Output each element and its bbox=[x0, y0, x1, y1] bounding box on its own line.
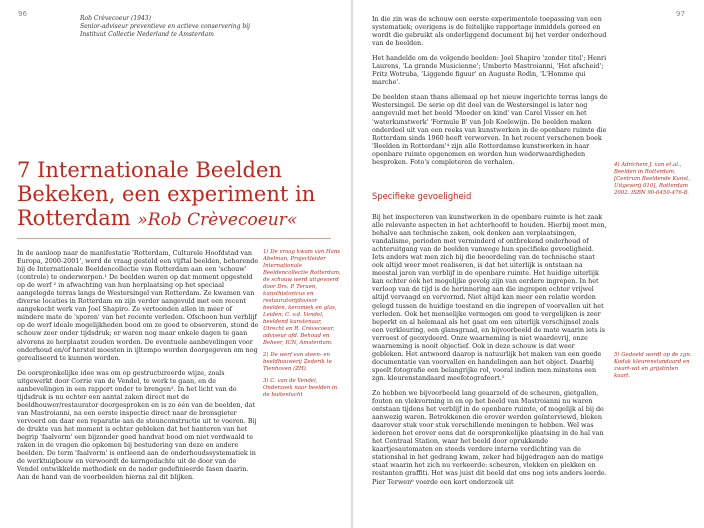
right-paragraph-4: Bij het inspecteren van kunstwerken in de openbare ruimte is het zaak alle relevante aspecten in het achterhoofd te houden. Hierbij moet men, behalve aan technische zaken, ook denken aan verplaatsingen, vandalisme, perioden met verminderd of ontbrekend onderhoud of achteruitgang van de beelden vanwege hun specifieke gevoeligheid. Iets anders wat men zich bij die beoordeling van de technische staat ook altijd weer moet realiseren, is dat het uiterlijk is ontstaan na meestal jaren van verblijf in de openbare ruimte. Het huidige uiterlijk kan echter óók het mogelijke gevolg zijn van eerdere ingrepen. In het verloop van de tijd is de herinnering aan die ingrepen echter vrijwel altijd vervaagd en vervormd. Niet altijd kan meer een relatie worden gelegd tussen de huidige toestand en die ingrepen of voorvallen uit het verleden. Ook het menselijke vermogen om goed te vergelijken is zeer beperkt en al helemaal als het gaat om een uiterlijk verschijnsel zoals een verkleuring, een glansgraad, en bijvoorbeeld de mate waarin iets is verroest of geoxydeerd. Onze waarneming is niet waardevrij, onze waarneming is nooit objectief. Ook in deze schouw is dat weer gebleken. Het antwoord daarop is natuurlijk het maken van een goede documentatie van voorvallen en handelingen aan het object. Daarbij speelt fotografie een belangrijke rol, vooral indien men minstens een zgn. kleurenstandaard meefotografeert.⁵ bbox=[372, 213, 607, 382]
right-body-bottom bbox=[372, 213, 608, 493]
title-rule bbox=[17, 238, 331, 239]
footnote-4: 4) Adrichem J. van et.al., Beelden in Rotterdam, [Centrum Beeldende Kunst, Uitgeverij 010], Rotterdam 2002. ISBN 90-6450-476-8. bbox=[614, 162, 690, 196]
chapter-number: 7 bbox=[17, 158, 31, 182]
footnote-4-block bbox=[614, 162, 694, 202]
title-line-2: Bekeken, een experiment in bbox=[17, 182, 316, 206]
right-paragraph-3: De beelden staan thans allemaal op het nieuw ingerichte terras langs de Westersingel. De serie op dit deel van de Westersingel is later nog aangevuld met het beeld 'Moeder en kind' van Carel Visser en het 'waterkunstwerk' 'Formule B' van Job Koelewijn. De beelden maken onderdeel uit van een reeks van kunstwerken in de openbare ruimte die Rotterdam sinds 1960 heeft verworven. In het recent verschenen boek 'Beelden in Rotterdam'⁴ zijn alle Rotterdamse kunstwerken in haar openbare ruimte opgenomen en worden hun wederwaardigheden besproken. Foto's completeren de verhalen. bbox=[372, 93, 608, 166]
left-paragraph-1: In de aanloop naar de manifestatie 'Rotterdam, Culturele Hoofdstad van Europa, 2000-2001', werd de vraag gesteld een vijftal beelden, behorende bij de Internationale Beeldencollectie van Rotterdam aan een 'schouw' (controle) te onderwerpen.¹ De beelden waren op dat moment opgesteld op de werf ² in afwachting van hun herplaatsing op het speciaal aangelegde terras langs de Westersingel van Rotterdam. Ze kwamen van diverse locaties in Rotterdam en zijn verder aangevuld met een recent aangekocht werk van Joel Shapiro. Ze vertoonden allen in meer of mindere mate de 'sporen' van het recente verleden. Ofschoon hun verblijf op de werf ideale mogelijkheden bood om ze goed te observeren, stond de schouw zeer onder tijdsdruk; er waren nog maar enkele dagen te gaan alvorens ze herplaatst zouden worden. De eventuele aanbevelingen voor onderhoud en/of herstel moesten in ijltempo worden doorgegeven om nog gerealiseerd te kunnen worden. bbox=[17, 249, 259, 362]
right-paragraph-1: In die zin was de schouw een eerste experimentele toepassing van een systematiek; overigens is de feitelijke rapportage inmiddels gereed en wordt die gebruikt als onderliggend document bij het verder onderhoud van de beelden. bbox=[372, 15, 607, 48]
left-footnotes bbox=[263, 249, 341, 404]
right-paragraph-5: Zo hebben we bijvoorbeeld lang geaarzeld of de scheuren, gietgallen, fouten en vlekvorming in en op het beeld van Mastroianni nu waren ontstaan tijdens het verblijf in de openbare ruimte, of mogelijk al bij de aanwezig waren. Betrokkenen die erover werden geïnterviewd, bleken daarover stuk voor stuk verschillende meningen te hebben. Wel was iedereen het erover eens dat de oorspronkelijke plaatsing in de hal van het Centraal Station, waar het beeld door oprukkende kaartjesautomaten en steeds verdere interne verdichting van de stationshal in het gedrang kwam, zeker had bijgedragen aan de matige staat waarin het zich nu verkeerde: scheuren, vlekken en plekken en restanten graffiti. Het was juist dit beeld dat ons nog iets anders leerde. Pier Terwen⁶ voerde een kort onderzoek uit bbox=[372, 388, 607, 486]
bio-role-line-2: Instituut Collectie Nederland te Amsterdam bbox=[80, 31, 214, 38]
footnote-2: 2) De werf van steen- en beeldhouwerij Zederik te Tienhoven (ZH). bbox=[263, 352, 332, 372]
page-number-right: 97 bbox=[676, 10, 685, 18]
book-gutter bbox=[351, 0, 353, 528]
footnote-5: 5) Gedoeld wordt op de zgn. Kodak kleurenstandaard en zwart-wit en grijstinten kaart. bbox=[614, 352, 692, 379]
chapter-title bbox=[17, 158, 335, 232]
left-paragraph-2: De oorspronkelijke idee was om op gestructureerde wijze, zoals uitgewerkt door Corrie van de Vendel, te werk te gaan, en de aanbevelingen in een rapport onder te brengen³. In het licht van de tijdsdruk is nu echter een aantal zaken direct met de beeldhouwer/restaurator doorgesproken en is zo één van de beelden, dat van Mastroianni, na een eerste inspectie direct naar de bronsgieter vervoerd om daar een reparatie aan de steunconstructie uit te voeren. Bij de drukte van het moment is echter gebleken dat het hanteren van het begrip 'faalvorm' een bijzonder goed handvat bood om niet verdwaald te raken in de vragen die opkomen bij bestudering van deze en andere beelden. De term 'faalvorm' is ontleend aan de onderhoudssystematiek in de werktuigbouw en verwoordt de kerngedachte uit de door van de Vendel ontwikkelde methodiek en de nader gedefinieerde fasen daarin. Aan de hand van de voorbeelden hierna zal dit blijken. bbox=[17, 368, 257, 482]
bio-role-line-1: Senior-adviseur preventieve en actieve conservering bij bbox=[80, 23, 251, 30]
footnote-5-block bbox=[614, 352, 694, 385]
page-number-left: 96 bbox=[18, 10, 27, 18]
title-author: »Rob Crèvecoeur« bbox=[137, 210, 298, 230]
title-line-1: Internationale Beelden bbox=[37, 158, 282, 182]
right-body-top bbox=[372, 15, 608, 173]
title-line-3: Rotterdam bbox=[17, 206, 131, 230]
footnote-3: 3) C. van de Vendel, Onderzoek naar beelden in de buitenlucht bbox=[263, 378, 338, 398]
right-paragraph-2: Het handelde om de volgende beelden: Joel Shapiro 'zonder titel'; Henri Laurens, 'La grande Musicienne'; Umberto Mastroianni, 'Het afscheid'; Fritz Wotruba, 'Liggende figuur' en Auguste Rodin, 'L'Homme qui marche'. bbox=[372, 54, 607, 87]
section-subheading: Specifieke gevoeligheid bbox=[372, 191, 472, 201]
author-bio bbox=[80, 15, 280, 39]
left-body-text bbox=[17, 249, 260, 488]
footnote-1: 1) De vraag kwam van Hans Abelman, Projectleider Internationale Beeldencollectie Rotterdam, de schouw werd uitgevoerd door Drs. P. Teruen, kunsthistoricus en restauratorijdsvisor beelden, keramiek en glas, Leiden; C. v.d. Vendel, beeldend kunstenaar, Utrecht en R. Crèvecoeur, adviseur afd. Behoud en Beheer, ICN, Amsterdam. bbox=[263, 249, 341, 346]
bio-name: Rob Crèvecoeur (1943) bbox=[80, 15, 151, 22]
